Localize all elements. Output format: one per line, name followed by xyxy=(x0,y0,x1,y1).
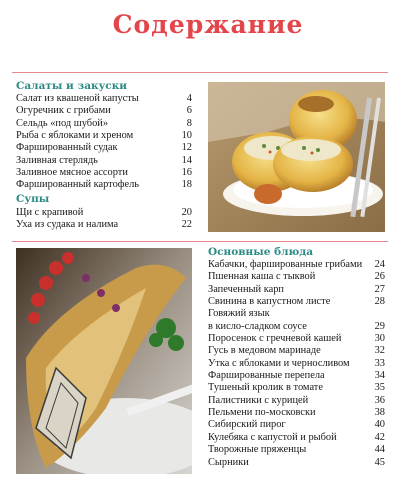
toc-entry-title: Сельдь «под шубой» xyxy=(16,117,109,129)
toc-entry-page: 45 xyxy=(374,456,385,468)
toc-entry-title: Свинина в капустном листе xyxy=(208,296,331,308)
toc-entry[interactable] xyxy=(208,382,385,394)
toc-entry[interactable] xyxy=(16,207,192,219)
toc-entry[interactable] xyxy=(208,358,385,370)
toc-entry-page: 4 xyxy=(186,93,192,104)
toc-entry-title: Сырники xyxy=(208,456,249,468)
section-title-soups: Супы xyxy=(16,193,50,205)
toc-entry-title: Пшенная каша с тыквой xyxy=(208,271,316,283)
toc-entry-title: Пельмени по-московски xyxy=(208,407,316,419)
toc-entry-title: Кулебяка с капустой и рыбой xyxy=(208,431,337,443)
toc-entry[interactable] xyxy=(16,219,192,231)
toc-entry[interactable] xyxy=(208,419,385,431)
toc-entry-page: 24 xyxy=(374,259,385,270)
toc-entry-page: 20 xyxy=(181,207,192,218)
toc-entry-page: 35 xyxy=(374,382,385,394)
toc-entry[interactable] xyxy=(16,93,192,105)
toc-entry[interactable] xyxy=(208,444,385,456)
toc-entry-title: Заливная стерлядь xyxy=(16,154,98,166)
toc-entry-page: 33 xyxy=(374,357,385,369)
toc-entry-title: Тушеный кролик в томате xyxy=(208,382,323,394)
toc-entry-title: Запеченный карп xyxy=(208,283,284,295)
toc-entry[interactable] xyxy=(208,407,385,419)
toc-entry-page: 42 xyxy=(374,431,385,443)
toc-entry-page: 34 xyxy=(374,370,385,382)
toc-entry-page: 12 xyxy=(181,142,192,154)
toc-list-main xyxy=(208,259,385,469)
toc-entry-page: 38 xyxy=(374,407,385,419)
toc-entry[interactable] xyxy=(16,105,192,117)
toc-entry-title: Гусь в медовом маринаде xyxy=(208,345,321,357)
toc-entry-page: 6 xyxy=(186,105,192,117)
toc-entry[interactable] xyxy=(16,142,192,154)
toc-entry-title: Фаршированные перепела xyxy=(208,370,325,382)
toc-entry-title: Салат из квашеной капусты xyxy=(16,93,139,104)
toc-entry-page: 18 xyxy=(181,179,192,191)
toc-entry-page: 14 xyxy=(181,154,192,166)
toc-entry[interactable] xyxy=(208,296,385,308)
toc-entry-title: Сибирский пирог xyxy=(208,419,286,431)
photo-stuffed-fish xyxy=(16,248,192,474)
toc-entry-title: Палистники с курицей xyxy=(208,394,309,406)
toc-entry[interactable] xyxy=(16,130,192,142)
toc-entry-title: Щи с крапивой xyxy=(16,207,84,218)
toc-entry-page: 29 xyxy=(374,320,385,332)
toc-entry[interactable] xyxy=(208,271,385,283)
photo-stuffed-potatoes xyxy=(208,82,385,232)
toc-entry-page: 44 xyxy=(374,444,385,456)
section-title-salads: Салаты и закуски xyxy=(16,80,128,92)
toc-entry[interactable] xyxy=(16,118,192,130)
top-divider xyxy=(12,72,388,73)
toc-entry[interactable] xyxy=(208,395,385,407)
toc-entry-page: 8 xyxy=(186,117,192,129)
toc-entry-page: 16 xyxy=(181,167,192,179)
toc-entry-title: Утка с яблоками и черносливом xyxy=(208,357,350,369)
toc-entry-page: 27 xyxy=(374,283,385,295)
toc-entry-page: 22 xyxy=(181,219,192,231)
toc-entry-page: 40 xyxy=(374,419,385,431)
toc-entry[interactable] xyxy=(16,179,192,191)
toc-entry-page: 32 xyxy=(374,345,385,357)
toc-entry-title: Рыба с яблоками и хреном xyxy=(16,130,134,142)
middle-divider xyxy=(12,241,388,242)
toc-entry-page: 26 xyxy=(374,271,385,283)
section-title-main: Основные блюда xyxy=(208,246,314,258)
toc-entry-title: Уха из судака и налима xyxy=(16,219,119,231)
toc-entry-page: 28 xyxy=(374,296,385,308)
toc-list-soups xyxy=(16,207,192,232)
toc-entry-page: 30 xyxy=(374,333,385,345)
page-title: Содержание xyxy=(112,10,304,39)
toc-entry[interactable] xyxy=(208,432,385,444)
toc-entry[interactable] xyxy=(208,284,385,296)
toc-entry[interactable] xyxy=(16,155,192,167)
toc-entry-title: Поросенок с гречневой кашей xyxy=(208,333,342,345)
toc-entry-title: в кисло-сладком соусе xyxy=(208,320,307,332)
toc-entry-title: Фаршированный картофель xyxy=(16,179,140,191)
toc-entry-title: Говяжий язык xyxy=(208,308,270,320)
toc-entry[interactable] xyxy=(16,167,192,179)
toc-entry-title: Творожные пряженцы xyxy=(208,444,307,456)
toc-entry[interactable] xyxy=(208,308,385,320)
toc-entry[interactable] xyxy=(208,370,385,382)
toc-entry[interactable] xyxy=(208,259,385,271)
toc-entry-title: Огуречник с грибами xyxy=(16,105,111,117)
toc-entry[interactable] xyxy=(208,333,385,345)
toc-entry-page: 10 xyxy=(181,130,192,142)
toc-entry-title: Заливное мясное ассорти xyxy=(16,167,128,179)
toc-entry-title: Фаршированный судак xyxy=(16,142,118,154)
toc-entry[interactable] xyxy=(208,345,385,357)
toc-entry-page: 36 xyxy=(374,394,385,406)
toc-entry[interactable] xyxy=(208,457,385,469)
toc-list-salads xyxy=(16,93,192,192)
toc-entry[interactable] xyxy=(208,321,385,333)
toc-entry-title: Кабачки, фаршированные грибами xyxy=(208,259,363,270)
